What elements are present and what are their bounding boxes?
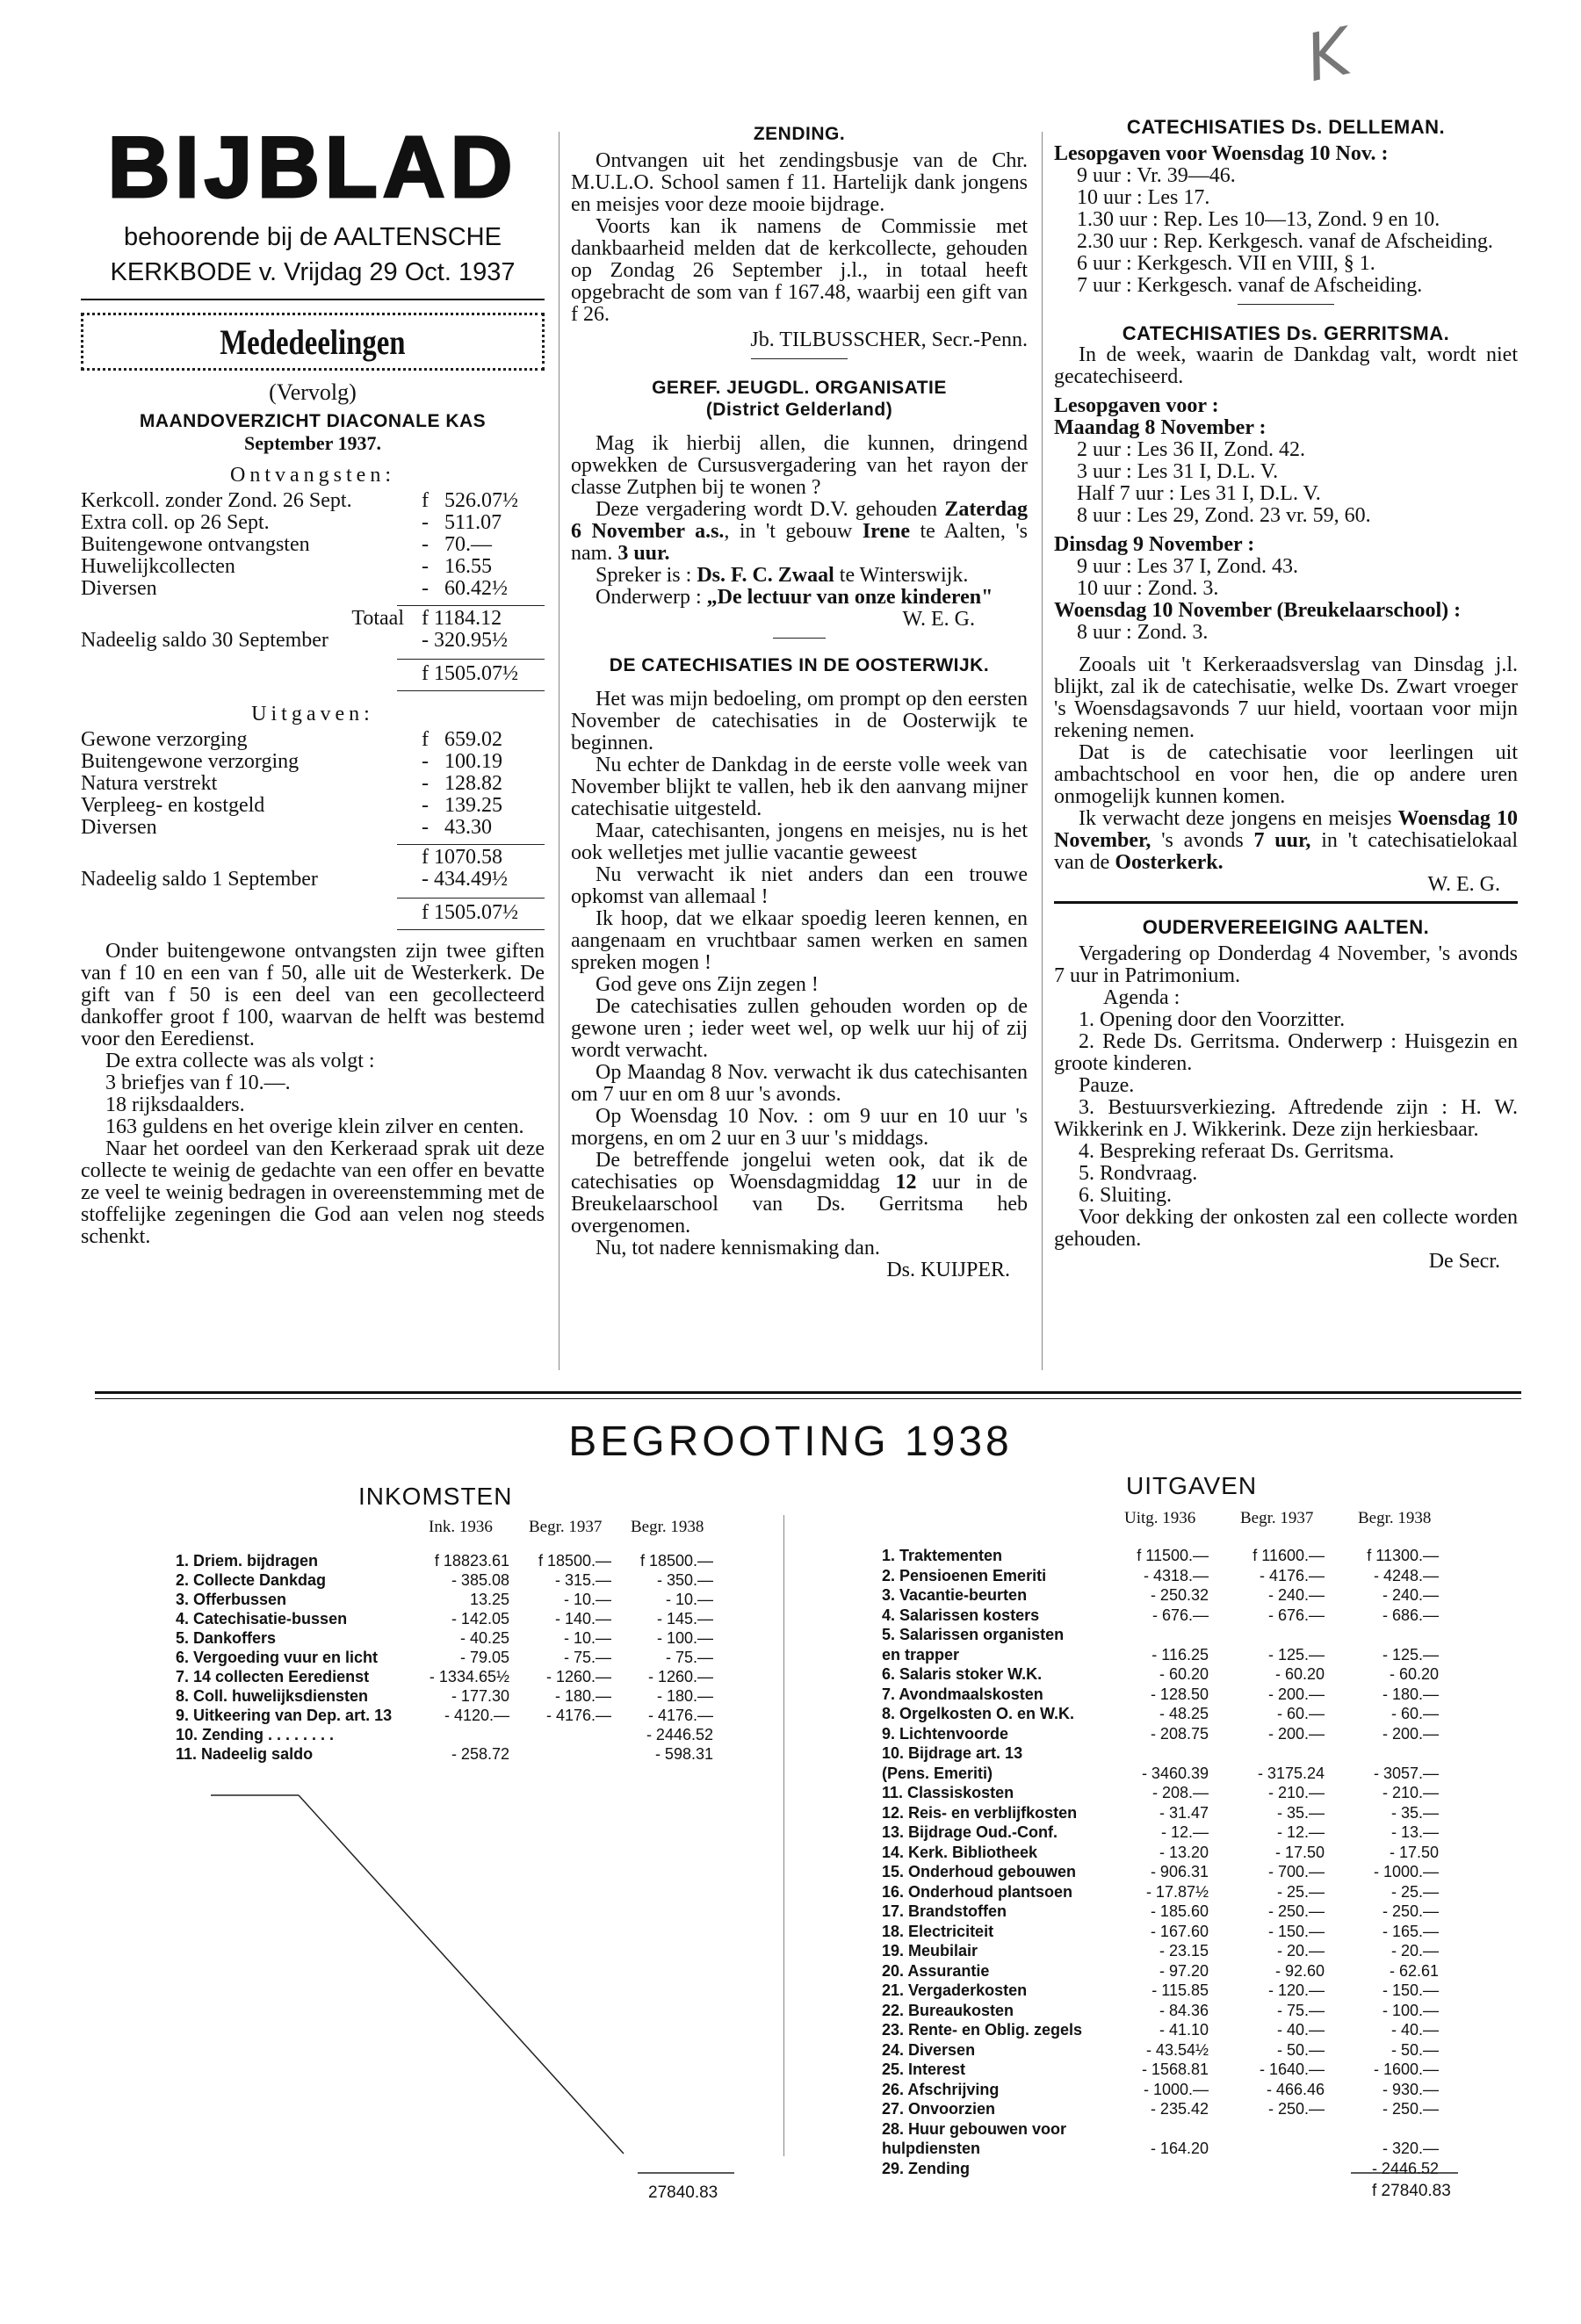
- row-label: 2. Collecte Dankdag: [176, 1571, 327, 1589]
- cell-value: - 40.—: [1276, 2021, 1325, 2039]
- cell-value: - 315.—: [554, 1571, 611, 1589]
- cell-value: - 145.—: [656, 1610, 713, 1628]
- cell-value: - 177.30: [451, 1687, 509, 1705]
- cell-value: - 4318.—: [1143, 1566, 1209, 1584]
- cell-value: - 258.72: [451, 1745, 509, 1763]
- oosterwijk-para5: Ik hoop, dat we elkaar spoedig leeren kennen, en aangenaam en vruchtbaar samen werken en samen spreken mogen !: [571, 907, 1028, 974]
- ouder-title: OUDERVEREEIGING AALTEN.: [1142, 916, 1430, 938]
- cell-value: - 2446.52: [1371, 2159, 1439, 2177]
- cell-value: - 2446.52: [646, 1726, 713, 1743]
- schedule-line: 8 uur : Zond. 3.: [1077, 621, 1209, 644]
- zending-signature: Jb. TILBUSSCHER, Secr.-Penn.: [750, 328, 1028, 351]
- inkomsten-title: INKOMSTEN: [358, 1483, 513, 1510]
- gerritsma-para2: Dat is de catechisatie voor leerlingen uit ambachtschool en voor hen, die op andere uren onmogelijk kunnen komen.: [1054, 741, 1518, 808]
- cell-value: f 18500.—: [639, 1552, 713, 1570]
- inkomsten-total: 27840.83: [648, 2183, 718, 2202]
- row-label: 26. Afschrijving: [882, 2080, 1000, 2098]
- row-label: 3. Offerbussen: [176, 1591, 287, 1608]
- cell-value: - 125.—: [1382, 1645, 1439, 1664]
- cell-value: - 1600.—: [1373, 2061, 1439, 2078]
- row-label: 9. Lichtenvoorde: [882, 1724, 1009, 1743]
- cell-value: - 1000.—: [1373, 1863, 1439, 1880]
- cell-value: - 210.—: [1382, 1784, 1439, 1801]
- gerritsma-dinsdag: Dinsdag 9 November :: [1054, 533, 1255, 556]
- nadeelig2-row: Nadeelig saldo 1 September - 434.49½: [81, 868, 508, 891]
- cell-value: - 240.—: [1382, 1586, 1439, 1604]
- cell-value: - 4176.—: [1259, 1566, 1325, 1584]
- cell-value: - 1640.—: [1259, 2061, 1325, 2078]
- geref-para2: Deze vergadering wordt D.V. gehouden Zaterdag 6 November a.s., in 't gebouw Irene te Aalten, 's nam. 3 uur.: [571, 498, 1028, 565]
- cell-value: - 250.—: [1267, 2100, 1325, 2118]
- agenda-item: 6. Sluiting.: [1079, 1184, 1173, 1207]
- cell-value: - 208.75: [1150, 1724, 1209, 1743]
- cell-value: - 700.—: [1267, 1863, 1325, 1880]
- row-label: 18. Electriciteit: [882, 1922, 994, 1940]
- oosterwijk-title: DE CATECHISATIES IN DE OOSTERWIJK.: [609, 655, 990, 675]
- oosterwijk-para10: De betreffende jongelui weten ook, dat ik de catechisaties op Woensdagmiddag 12 uur in de Breukelaarschool van Ds. Gerritsma heb overgenomen.: [571, 1149, 1028, 1238]
- row-label: 28. Huur gebouwen voor: [882, 2119, 1067, 2138]
- cell-value: - 142.05: [451, 1610, 509, 1628]
- row-label: 29. Zending: [882, 2159, 971, 2177]
- schedule-line: 2.30 uur : Rep. Kerkgesch. vanaf de Afscheiding.: [1077, 230, 1493, 253]
- cell-value: - 1334.65½: [429, 1668, 509, 1685]
- column-header: Uitg. 1936: [1124, 1509, 1196, 1527]
- cell-value: - 35.—: [1390, 1803, 1439, 1822]
- diaconie-para1: Onder buitengewone ontvangsten zijn twee giften van f 10 en een van f 50, alle uit de Westerkerk. De gift van f 50 is een deel van een gecollecteerd dankoffer groot f 100, waarvan de helft was bestemd voor den Eeredienst.: [81, 940, 545, 1050]
- amount-row: Diversen - 43.30: [81, 816, 492, 839]
- cell-value: - 164.20: [1150, 2140, 1209, 2157]
- cell-value: - 4120.—: [444, 1707, 509, 1724]
- cell-value: - 60.20: [1274, 1665, 1325, 1683]
- row-label: 20. Assurantie: [882, 1961, 990, 1980]
- gerritsma-intro: In de week, waarin de Dankdag valt, wordt niet gecatechiseerd.: [1054, 343, 1518, 388]
- cell-value: - 906.31: [1150, 1863, 1209, 1880]
- row-label: 8. Orgelkosten O. en W.K.: [882, 1705, 1075, 1722]
- cell-value: - 320.—: [1382, 2140, 1439, 2157]
- cell-value: - 250.—: [1382, 2100, 1439, 2118]
- diaconie-list2: 18 rijksdaalders.: [105, 1093, 245, 1116]
- cell-value: - 50.—: [1276, 2040, 1325, 2059]
- cell-value: f 18823.61: [434, 1552, 509, 1570]
- cell-value: - 4176.—: [647, 1707, 713, 1724]
- amount-row: Buitengewone verzorging - 100.19: [81, 750, 502, 773]
- row-label: 7. 14 collecten Eeredienst: [176, 1668, 370, 1685]
- cell-value: - 250.32: [1150, 1586, 1209, 1604]
- cell-value: - 17.50: [1274, 1843, 1325, 1861]
- row-label: 11. Nadeelig saldo: [176, 1745, 314, 1763]
- amount-row: Kerkcoll. zonder Zond. 26 Sept. f 526.07½: [81, 489, 518, 512]
- cell-value: - 100.—: [1382, 2001, 1439, 2019]
- geref-title: GEREF. JEUGDL. ORGANISATIE: [652, 378, 947, 398]
- cell-value: - 62.61: [1389, 1961, 1439, 1980]
- cell-value: - 200.—: [1382, 1724, 1439, 1743]
- row-label: 5. Salarissen organisten: [882, 1626, 1065, 1643]
- cell-value: - 10.—: [665, 1591, 713, 1608]
- oosterwijk-para3: Maar, catechisanten, jongens en meisjes, nu is het ook welletjes met jullie vacantie geweest: [571, 819, 1028, 864]
- row-label: 5. Dankoffers: [176, 1629, 277, 1647]
- oosterwijk-para8: Op Maandag 8 Nov. verwacht ik dus catechisanten om 7 uur en om 8 uur 's avonds.: [571, 1061, 1028, 1106]
- cell-value: - 466.46: [1266, 2080, 1325, 2098]
- diaconie-list3: 163 guldens en het overige klein zilver en centen.: [105, 1115, 524, 1138]
- cell-value: - 235.42: [1150, 2100, 1209, 2118]
- row-label: 27. Onvoorzien: [882, 2100, 996, 2118]
- uitgaven-table: [882, 1509, 1497, 2176]
- geref-signature: W. E. G.: [902, 608, 975, 631]
- amount-row: Huwelijkcollecten - 16.55: [81, 555, 492, 578]
- cell-value: - 150.—: [1267, 1922, 1325, 1940]
- agenda-item: 1. Opening door den Voorzitter.: [1079, 1008, 1346, 1031]
- cell-value: - 598.31: [654, 1745, 713, 1763]
- row-label: 17. Brandstoffen: [882, 1902, 1007, 1920]
- oosterwijk-para7: De catechisaties zullen gehouden worden op de gewone uren ; ieder weet wel, op welk uur hij of zij wordt verwacht.: [571, 995, 1028, 1062]
- uitgaven-title: UITGAVEN: [1126, 1472, 1258, 1499]
- cell-value: - 60.—: [1390, 1705, 1439, 1722]
- cell-value: - 48.25: [1159, 1705, 1209, 1722]
- row-label: 25. Interest: [882, 2061, 966, 2078]
- column-header: Begr. 1937: [1240, 1509, 1314, 1527]
- cell-value: - 240.—: [1267, 1586, 1325, 1604]
- schedule-line: 10 uur : Les 17.: [1077, 186, 1210, 209]
- cell-value: - 13.20: [1159, 1843, 1209, 1861]
- cell-value: - 20.—: [1276, 1942, 1325, 1960]
- delleman-title: CATECHISATIES Ds. DELLEMAN.: [1126, 116, 1446, 138]
- cell-value: - 125.—: [1267, 1645, 1325, 1664]
- row-label: 4. Salarissen kosters: [882, 1606, 1040, 1624]
- cell-value: - 115.85: [1151, 1981, 1209, 1999]
- row-label: 2. Pensioenen Emeriti: [882, 1566, 1047, 1584]
- cell-value: - 17.87½: [1145, 1882, 1209, 1901]
- amount-row: Natura verstrekt - 128.82: [81, 772, 502, 795]
- cell-value: - 1568.81: [1141, 2061, 1209, 2078]
- cell-value: - 12.—: [1160, 1823, 1209, 1841]
- cell-value: - 31.47: [1159, 1803, 1209, 1822]
- row-label: 6. Salaris stoker W.K.: [882, 1665, 1043, 1683]
- masthead-sub2: KERKBODE v. Vrijdag 29 Oct. 1937: [110, 258, 516, 286]
- amount-row: Extra coll. op 26 Sept. - 511.07: [81, 511, 502, 534]
- cell-value: - 10.—: [563, 1591, 611, 1608]
- handwritten-mark: K: [1299, 13, 1357, 97]
- cell-value: 13.25: [469, 1591, 509, 1608]
- oosterwijk-signature: Ds. KUIJPER.: [886, 1259, 1010, 1281]
- column-header: Begr. 1938: [631, 1518, 704, 1536]
- schedule-line: 6 uur : Kerkgesch. VII en VIII, § 1.: [1077, 252, 1375, 275]
- cell-value: - 40.—: [1390, 2021, 1439, 2039]
- cell-value: - 60.20: [1389, 1665, 1439, 1683]
- row-label: en trapper: [882, 1645, 960, 1664]
- cell-value: - 100.—: [656, 1629, 713, 1647]
- agenda-item: 4. Bespreking referaat Ds. Gerritsma.: [1079, 1140, 1395, 1163]
- sub2-row: f 1070.58: [422, 846, 502, 869]
- cell-value: - 4248.—: [1373, 1566, 1439, 1584]
- schedule-line: 9 uur : Les 37 I, Zond. 43.: [1077, 555, 1298, 578]
- row-label: 9. Uitkeering van Dep. art. 13: [176, 1707, 393, 1724]
- cell-value: - 676.—: [1151, 1606, 1209, 1624]
- ontvangsten-heading: Ontvangsten:: [230, 464, 395, 487]
- cell-value: - 4176.—: [545, 1707, 611, 1724]
- diaconie-para2: De extra collecte was als volgt :: [105, 1050, 375, 1072]
- cell-value: - 84.36: [1159, 2001, 1209, 2019]
- cell-value: - 250.—: [1267, 1902, 1325, 1920]
- row-label: hulpdiensten: [882, 2140, 980, 2157]
- sum2-row: f 1505.07½: [422, 901, 518, 924]
- cell-value: - 200.—: [1267, 1685, 1325, 1703]
- diaconie-list1: 3 briefjes van f 10.—.: [105, 1072, 291, 1094]
- vervolg-label: (Vervolg): [269, 379, 357, 405]
- schedule-line: 3 uur : Les 31 I, D.L. V.: [1077, 460, 1279, 483]
- cell-value: - 3460.39: [1141, 1764, 1209, 1782]
- cell-value: - 43.54½: [1145, 2040, 1209, 2059]
- cell-value: - 41.10: [1159, 2021, 1209, 2039]
- row-label: 13. Bijdrage Oud.-Conf.: [882, 1823, 1058, 1841]
- ouder-para1: Vergadering op Donderdag 4 November, 's avonds 7 uur in Patrimonium.: [1054, 942, 1518, 987]
- cell-value: - 23.15: [1159, 1942, 1209, 1960]
- cell-value: - 180.—: [656, 1687, 713, 1705]
- totaal-row: Totaal f 1184.12: [351, 607, 502, 630]
- row-label: 24. Diversen: [882, 2040, 976, 2059]
- row-label: 16. Onderhoud plantsoen: [882, 1882, 1073, 1901]
- amount-row: Gewone verzorging f 659.02: [81, 728, 502, 751]
- nadeelig1-row: Nadeelig saldo 30 September - 320.95½: [81, 629, 508, 652]
- cell-value: - 3057.—: [1373, 1764, 1439, 1782]
- masthead-sub1: behoorende bij de AALTENSCHE: [124, 223, 502, 251]
- cell-value: - 385.08: [451, 1571, 509, 1589]
- cell-value: - 1260.—: [545, 1668, 611, 1685]
- row-label: 10. Bijdrage art. 13: [882, 1744, 1023, 1762]
- cell-value: - 50.—: [1390, 2040, 1439, 2059]
- schedule-line: 10 uur : Zond. 3.: [1077, 577, 1219, 600]
- cell-value: - 167.60: [1150, 1922, 1209, 1940]
- cell-value: - 92.60: [1274, 1961, 1325, 1980]
- cell-value: - 75.—: [1276, 2001, 1325, 2019]
- cell-value: - 676.—: [1267, 1606, 1325, 1624]
- cell-value: - 180.—: [1382, 1685, 1439, 1703]
- cell-value: - 60.20: [1159, 1665, 1209, 1683]
- cell-value: - 25.—: [1276, 1882, 1325, 1901]
- row-label: 19. Meubilair: [882, 1942, 978, 1960]
- uitgaven-total: f 27840.83: [1372, 2182, 1451, 2200]
- gerritsma-para3: Ik verwacht deze jongens en meisjes Woensdag 10 November, 's avonds 7 uur, in 't catechisatielokaal van de Oosterkerk.: [1054, 807, 1518, 874]
- row-label: 23. Rente- en Oblig. zegels: [882, 2021, 1083, 2039]
- schedule-line: 7 uur : Kerkgesch. vanaf de Afscheiding.: [1077, 274, 1423, 297]
- cell-value: - 12.—: [1276, 1823, 1325, 1841]
- schedule-line: Half 7 uur : Les 31 I, D.L. V.: [1077, 482, 1321, 505]
- row-label: 14. Kerk. Bibliotheek: [882, 1843, 1038, 1861]
- geref-para1: Mag ik hierbij allen, die kunnen, dringend opwekken de Cursusvergadering van het rayon der classe Zutphen bij te wonen ?: [571, 432, 1028, 499]
- cell-value: - 10.—: [563, 1629, 611, 1647]
- cell-value: - 350.—: [656, 1571, 713, 1589]
- cell-value: - 75.—: [563, 1649, 611, 1666]
- row-label: 10. Zending . . . . . . . .: [176, 1726, 335, 1743]
- row-label: 6. Vergoeding vuur en licht: [176, 1649, 379, 1666]
- diaconie-para3: Naar het oordeel van den Kerkeraad sprak uit deze collecte te weinig de gedachte van een offer en bevatte ze veel te weinig bedragen in overeenstemming met de stoffelijke zegeningen die God aan velen nog steeds schenkt.: [81, 1137, 545, 1248]
- cell-value: - 13.—: [1390, 1823, 1439, 1841]
- cell-value: - 686.—: [1382, 1606, 1439, 1624]
- ouder-agenda: Agenda :: [1103, 986, 1180, 1009]
- cell-value: - 1260.—: [647, 1668, 713, 1685]
- agenda-item: 5. Rondvraag.: [1079, 1162, 1198, 1185]
- geref-para4: Onderwerp : „De lectuur van onze kinderen": [596, 586, 993, 609]
- ouder-para2: Voor dekking der onkosten zal een collecte worden gehouden.: [1054, 1206, 1518, 1251]
- amount-row: Verpleeg- en kostgeld - 139.25: [81, 794, 502, 817]
- cell-value: - 25.—: [1390, 1882, 1439, 1901]
- oosterwijk-para9: Op Woensdag 10 Nov. : om 9 uur en 10 uur 's morgens, en om 2 uur en 3 uur 's middags.: [571, 1105, 1028, 1150]
- row-label: 8. Coll. huwelijksdiensten: [176, 1687, 369, 1705]
- amount-row: Buitengewone ontvangsten - 70.—: [81, 533, 492, 556]
- cell-value: - 128.50: [1150, 1685, 1209, 1703]
- gerritsma-maandag: Maandag 8 November :: [1054, 416, 1267, 439]
- begrooting-title: BEGROOTING 1938: [568, 1418, 1013, 1465]
- zending-para2: Voorts kan ik namens de Commissie met dankbaarheid melden dat de kerkcollecte, gehouden op Zondag 26 September j.l., in totaal heeft opgebracht de som van f 167.48, waarbij een gift van f 26.: [571, 215, 1028, 326]
- row-label: 21. Vergaderkosten: [882, 1981, 1028, 1999]
- cell-value: - 1000.—: [1143, 2080, 1209, 2098]
- oosterwijk-para4: Nu verwacht ik niet anders dan een trouwe opkomst van allemaal !: [571, 863, 1028, 908]
- row-label: 11. Classiskosten: [882, 1784, 1014, 1801]
- cell-value: - 140.—: [554, 1610, 611, 1628]
- cell-value: - 930.—: [1382, 2080, 1439, 2098]
- cell-value: - 120.—: [1267, 1981, 1325, 1999]
- column-header: Ink. 1936: [429, 1518, 493, 1536]
- cell-value: - 35.—: [1276, 1803, 1325, 1822]
- column-header: Begr. 1938: [1358, 1509, 1432, 1527]
- mededeelingen-title: Mededeelingen: [220, 322, 406, 362]
- gerritsma-title: CATECHISATIES Ds. GERRITSMA.: [1122, 322, 1450, 344]
- gerritsma-woensdag: Woensdag 10 November (Breukelaarschool) :: [1054, 599, 1462, 622]
- column-header: Begr. 1937: [529, 1518, 603, 1536]
- cell-value: f 11600.—: [1253, 1547, 1325, 1564]
- diaconie-title: MAANDOVERZICHT DIACONALE KAS: [139, 411, 487, 431]
- oosterwijk-para11: Nu, tot nadere kennismaking dan.: [596, 1237, 880, 1259]
- masthead-title: BIJBLAD: [107, 119, 518, 215]
- row-label: 4. Catechisatie-bussen: [176, 1610, 348, 1628]
- cell-value: - 150.—: [1382, 1981, 1439, 1999]
- zending-para1: Ontvangen uit het zendingsbusje van de Chr. M.U.L.O. School samen f 11. Hartelijk dank jongens en meisjes voor deze mooie bijdrage.: [571, 149, 1028, 216]
- cell-value: - 208.—: [1151, 1784, 1209, 1801]
- cell-value: - 75.—: [665, 1649, 713, 1666]
- ouder-signature: De Secr.: [1428, 1250, 1500, 1273]
- row-label: 15. Onderhoud gebouwen: [882, 1863, 1077, 1880]
- row-label: 7. Avondmaalskosten: [882, 1685, 1043, 1703]
- row-label: 22. Bureaukosten: [882, 2001, 1014, 2019]
- schedule-line: 9 uur : Vr. 39—46.: [1077, 164, 1236, 187]
- oosterwijk-para1: Het was mijn bedoeling, om prompt op den eersten November de catechisaties in de Oosterwijk te beginnen.: [571, 688, 1028, 754]
- cell-value: - 20.—: [1390, 1942, 1439, 1960]
- zending-title: ZENDING.: [753, 124, 846, 144]
- agenda-item: Pauze.: [1079, 1074, 1135, 1097]
- cell-value: - 3175.24: [1257, 1764, 1325, 1782]
- cell-value: - 250.—: [1382, 1902, 1439, 1920]
- cell-value: - 200.—: [1267, 1724, 1325, 1743]
- gerritsma-lesop: Lesopgaven voor :: [1054, 394, 1219, 417]
- diaconie-subtitle: September 1937.: [243, 432, 382, 454]
- schedule-line: 1.30 uur : Rep. Les 10—13, Zond. 9 en 10.: [1077, 208, 1440, 231]
- agenda-item: 3. Bestuursverkiezing. Aftredende zijn : H. W. Wikkerink en J. Wikkerink. Deze zijn herkiesbaar.: [1054, 1096, 1518, 1141]
- row-label: 1. Driem. bijdragen: [176, 1552, 319, 1570]
- gerritsma-para1: Zooals uit 't Kerkeraadsverslag van Dinsdag j.l. blijkt, zal ik de catechisatie, welke Ds. Zwart vroeger 's Woensdagsavonds 7 uur hield, voortaan voor mijn rekening nemen.: [1054, 653, 1518, 742]
- gerritsma-signature: W. E. G.: [1427, 873, 1500, 896]
- cell-value: f 11500.—: [1137, 1547, 1209, 1564]
- geref-para3: Spreker is : Ds. F. C. Zwaal te Winterswijk.: [596, 564, 969, 587]
- row-label: 3. Vacantie-beurten: [882, 1586, 1028, 1604]
- amount-row: Diversen - 60.42½: [81, 577, 508, 600]
- schedule-line: 2 uur : Les 36 II, Zond. 42.: [1077, 438, 1305, 461]
- row-label: (Pens. Emeriti): [882, 1764, 993, 1782]
- row-label: 1. Traktementen: [882, 1547, 1003, 1564]
- cell-value: - 60.—: [1276, 1705, 1325, 1722]
- cell-value: - 40.25: [459, 1629, 509, 1647]
- cell-value: f 18500.—: [538, 1552, 611, 1570]
- delleman-subtitle: Lesopgaven voor Woensdag 10 Nov. :: [1054, 142, 1389, 165]
- cell-value: f 11300.—: [1367, 1547, 1439, 1564]
- sum1-row: f 1505.07½: [422, 662, 518, 685]
- cell-value: - 180.—: [554, 1687, 611, 1705]
- cell-value: - 116.25: [1151, 1645, 1209, 1664]
- cell-value: - 210.—: [1267, 1784, 1325, 1801]
- cell-value: - 17.50: [1389, 1843, 1439, 1861]
- schedule-line: 8 uur : Les 29, Zond. 23 vr. 59, 60.: [1077, 504, 1371, 527]
- cell-value: - 165.—: [1382, 1922, 1439, 1940]
- oosterwijk-para2: Nu echter de Dankdag in de eerste volle week van November blijkt te vallen, heb ik den aanvang mijner catechisatie uitgesteld.: [571, 754, 1028, 820]
- row-label: 12. Reis- en verblijfkosten: [882, 1803, 1078, 1822]
- cell-value: - 185.60: [1150, 1902, 1209, 1920]
- oosterwijk-para6: God geve ons Zijn zegen !: [596, 973, 819, 996]
- cell-value: - 79.05: [459, 1649, 509, 1666]
- agenda-item: 2. Rede Ds. Gerritsma. Onderwerp : Huisgezin en groote kinderen.: [1054, 1030, 1518, 1075]
- geref-subtitle: (District Gelderland): [705, 400, 893, 420]
- cell-value: - 97.20: [1159, 1961, 1209, 1980]
- uitgaven-heading: Uitgaven:: [251, 703, 374, 725]
